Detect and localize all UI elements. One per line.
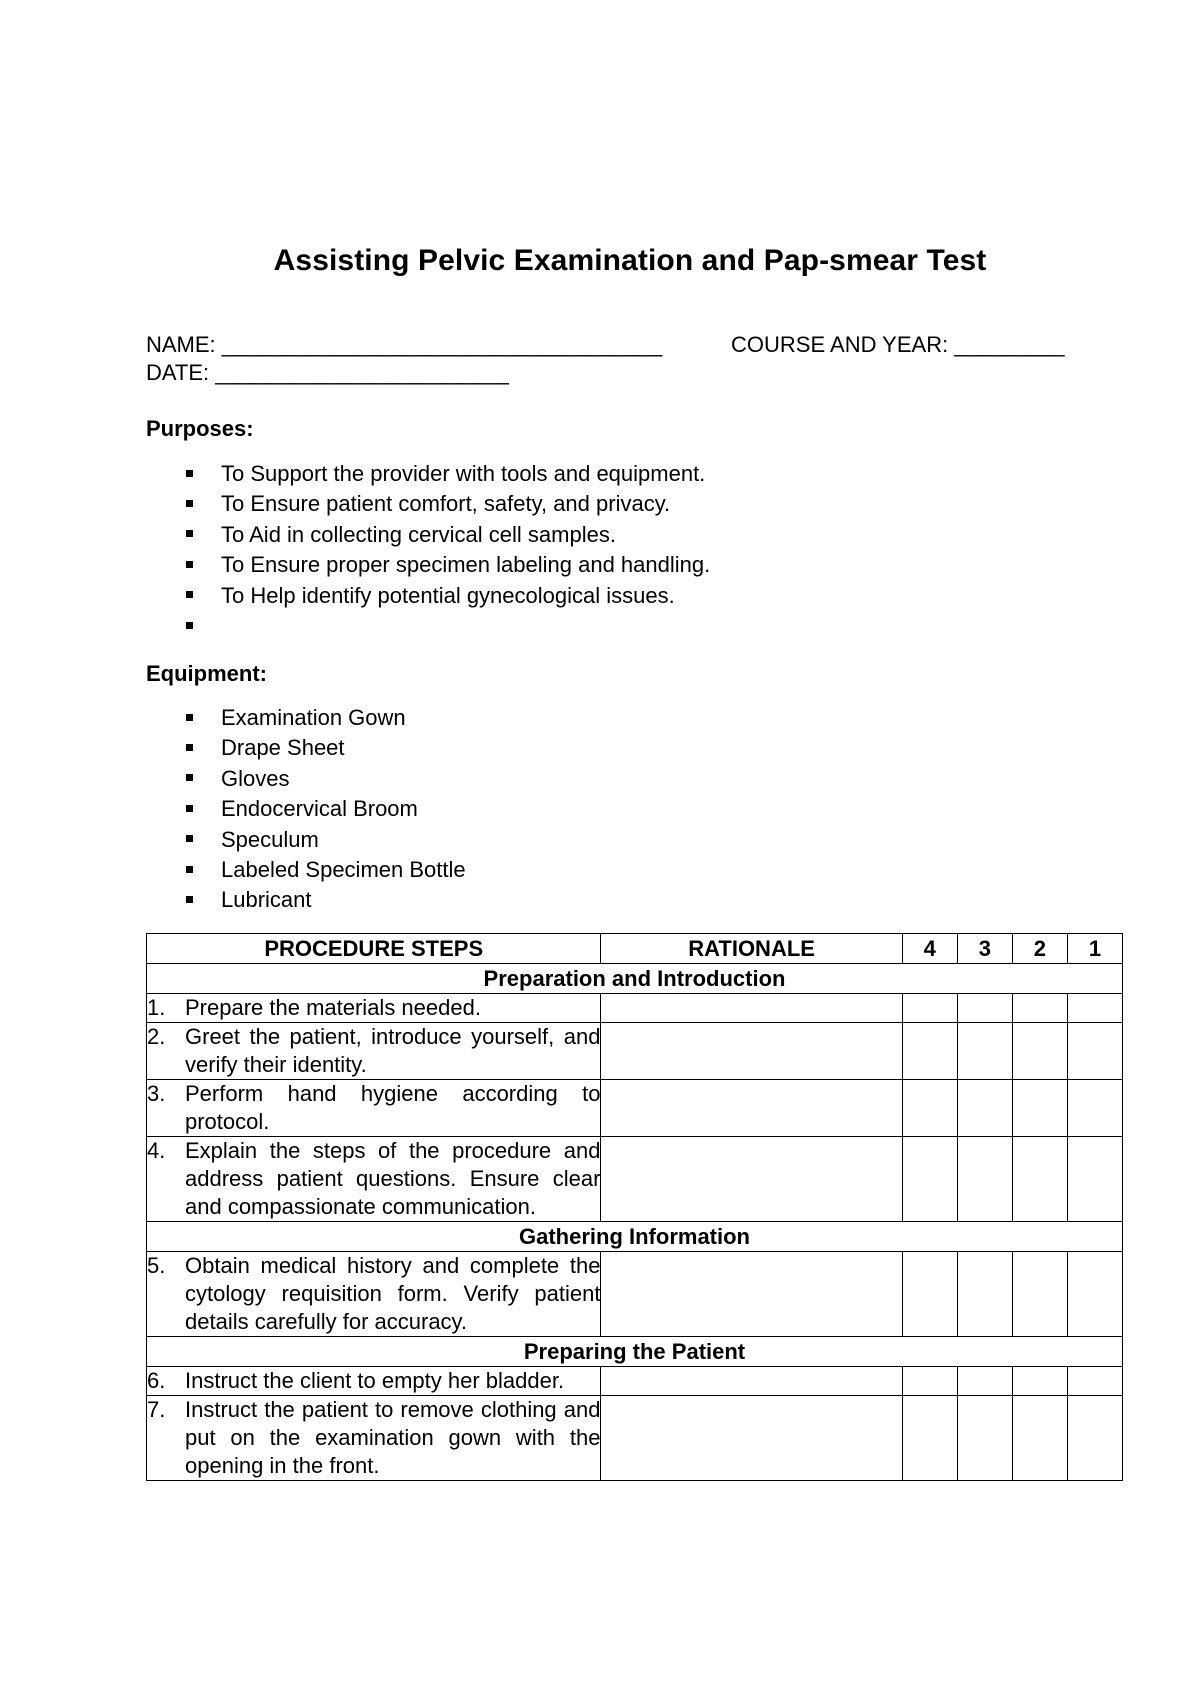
date-field[interactable]: DATE: ________________________ [146, 360, 509, 385]
score-2-cell[interactable] [1012, 1080, 1067, 1137]
purpose-item [186, 459, 710, 489]
table-row [147, 1367, 1123, 1396]
purpose-item [186, 489, 710, 519]
equipment-heading: Equipment: [146, 661, 267, 686]
score-2-cell[interactable] [1012, 1023, 1067, 1080]
rationale-cell[interactable] [601, 1023, 902, 1080]
purpose-item [186, 550, 710, 580]
score-3-cell[interactable] [957, 1396, 1012, 1481]
score-4-cell[interactable] [902, 1023, 957, 1080]
score-1-cell[interactable] [1067, 1396, 1122, 1481]
equipment-item [186, 885, 466, 915]
purpose-item-text: To Aid in collecting cervical cell samples. [221, 521, 616, 547]
header-procedure-steps: PROCEDURE STEPS [147, 934, 601, 964]
step-cell [147, 1080, 601, 1137]
equipment-list [186, 703, 466, 916]
table-row [147, 1137, 1123, 1222]
rationale-cell[interactable] [601, 1080, 902, 1137]
step-cell [147, 1252, 601, 1337]
score-3-cell[interactable] [957, 1080, 1012, 1137]
purpose-item [186, 581, 710, 611]
document-title: Assisting Pelvic Examination and Pap-smear Test [273, 244, 987, 277]
score-4-cell[interactable] [902, 994, 957, 1023]
bullet-icon [186, 774, 193, 781]
score-4-cell[interactable] [902, 1396, 957, 1481]
score-3-cell[interactable] [957, 994, 1012, 1023]
purposes-heading: Purposes: [146, 416, 254, 441]
score-1-cell[interactable] [1067, 1367, 1122, 1396]
step-text: Prepare the materials needed. [185, 995, 481, 1020]
table-row [147, 1080, 1123, 1137]
purpose-item [186, 611, 710, 641]
equipment-item [186, 703, 466, 733]
bullet-icon [186, 805, 193, 812]
purpose-item-text: To Ensure patient comfort, safety, and privacy. [221, 491, 671, 517]
step-cell [147, 1137, 601, 1222]
equipment-item-text: Speculum [221, 826, 319, 852]
bullet-icon [186, 530, 193, 537]
equipment-item-text: Lubricant [221, 887, 312, 913]
bullet-icon [186, 896, 193, 903]
score-2-cell[interactable] [1012, 1137, 1067, 1222]
score-2-cell[interactable] [1012, 1252, 1067, 1337]
score-3-cell[interactable] [957, 1023, 1012, 1080]
step-text: Explain the steps of the procedure and address patient questions. Ensure clear and compassionate communication. [185, 1138, 601, 1219]
section-row [147, 1337, 1123, 1367]
score-3-cell[interactable] [957, 1367, 1012, 1396]
bullet-icon [186, 866, 193, 873]
score-1-cell[interactable] [1067, 1080, 1122, 1137]
rationale-cell[interactable] [601, 994, 902, 1023]
step-number: 5. [147, 1253, 166, 1278]
step-number: 1. [147, 995, 166, 1020]
header-score-1: 1 [1067, 934, 1122, 964]
table-row [147, 1023, 1123, 1080]
bullet-icon [186, 591, 193, 598]
rationale-cell[interactable] [601, 1137, 902, 1222]
step-cell [147, 1367, 601, 1396]
section-preparing: Preparing the Patient [147, 1337, 1123, 1367]
equipment-item-text: Gloves [221, 765, 290, 791]
score-2-cell[interactable] [1012, 1396, 1067, 1481]
header-rationale: RATIONALE [601, 934, 902, 964]
step-cell [147, 994, 601, 1023]
step-text: Obtain medical history and complete the cytology requisition form. Verify patient details carefully for accuracy. [185, 1253, 601, 1334]
purpose-item-text: To Support the provider with tools and equipment. [221, 461, 706, 486]
score-4-cell[interactable] [902, 1367, 957, 1396]
step-text: Instruct the patient to remove clothing and put on the examination gown with the opening in the front. [185, 1397, 601, 1478]
equipment-item [186, 733, 466, 763]
step-number: 6. [147, 1368, 166, 1393]
course-year-field[interactable]: COURSE AND YEAR: _________ [731, 332, 1065, 357]
score-3-cell[interactable] [957, 1252, 1012, 1337]
step-text: Instruct the client to empty her bladder. [185, 1368, 565, 1393]
score-1-cell[interactable] [1067, 1137, 1122, 1222]
step-number: 3. [147, 1081, 166, 1106]
table-row [147, 1252, 1123, 1337]
bullet-icon [186, 500, 193, 507]
bullet-icon [186, 835, 193, 842]
rationale-cell[interactable] [601, 1396, 902, 1481]
purpose-item [186, 520, 710, 550]
step-number: 2. [147, 1024, 166, 1049]
bullet-icon [186, 744, 193, 751]
step-text: Greet the patient, introduce yourself, and verify their identity. [185, 1024, 601, 1077]
rationale-cell[interactable] [601, 1367, 902, 1396]
equipment-item-text: Labeled Specimen Bottle [221, 856, 466, 882]
score-1-cell[interactable] [1067, 994, 1122, 1023]
score-2-cell[interactable] [1012, 1367, 1067, 1396]
section-row [147, 1222, 1123, 1252]
bullet-icon [186, 622, 193, 629]
score-1-cell[interactable] [1067, 1252, 1122, 1337]
score-4-cell[interactable] [902, 1252, 957, 1337]
header-score-4: 4 [902, 934, 957, 964]
section-row [147, 964, 1123, 994]
table-row [147, 1396, 1123, 1481]
equipment-item [186, 764, 466, 794]
score-4-cell[interactable] [902, 1080, 957, 1137]
equipment-item [186, 794, 466, 824]
rationale-cell[interactable] [601, 1252, 902, 1337]
equipment-item-text: Drape Sheet [221, 735, 345, 761]
table-row [147, 994, 1123, 1023]
equipment-item-text: Endocervical Broom [221, 796, 418, 822]
step-cell [147, 1023, 601, 1080]
equipment-item-text: Examination Gown [221, 705, 406, 730]
step-number: 4. [147, 1138, 166, 1163]
equipment-item [186, 855, 466, 885]
name-field[interactable]: NAME: ____________________________________ [146, 332, 663, 357]
step-text: Perform hand hygiene according to protocol. [185, 1081, 601, 1134]
procedure-rubric-table [146, 933, 1123, 1481]
purpose-item-text: To Help identify potential gynecological issues. [221, 582, 675, 608]
header-score-2: 2 [1012, 934, 1067, 964]
purposes-list [186, 459, 710, 641]
score-4-cell[interactable] [902, 1137, 957, 1222]
table-header-row [147, 934, 1123, 964]
bullet-icon [186, 470, 193, 477]
score-2-cell[interactable] [1012, 994, 1067, 1023]
bullet-icon [186, 561, 193, 568]
step-cell [147, 1396, 601, 1481]
step-number: 7. [147, 1397, 166, 1422]
purpose-item-text: To Ensure proper specimen labeling and handling. [221, 552, 711, 578]
header-score-3: 3 [957, 934, 1012, 964]
section-preparation: Preparation and Introduction [147, 964, 1123, 994]
bullet-icon [186, 714, 193, 721]
score-3-cell[interactable] [957, 1137, 1012, 1222]
section-gathering: Gathering Information [147, 1222, 1123, 1252]
score-1-cell[interactable] [1067, 1023, 1122, 1080]
equipment-item [186, 825, 466, 855]
